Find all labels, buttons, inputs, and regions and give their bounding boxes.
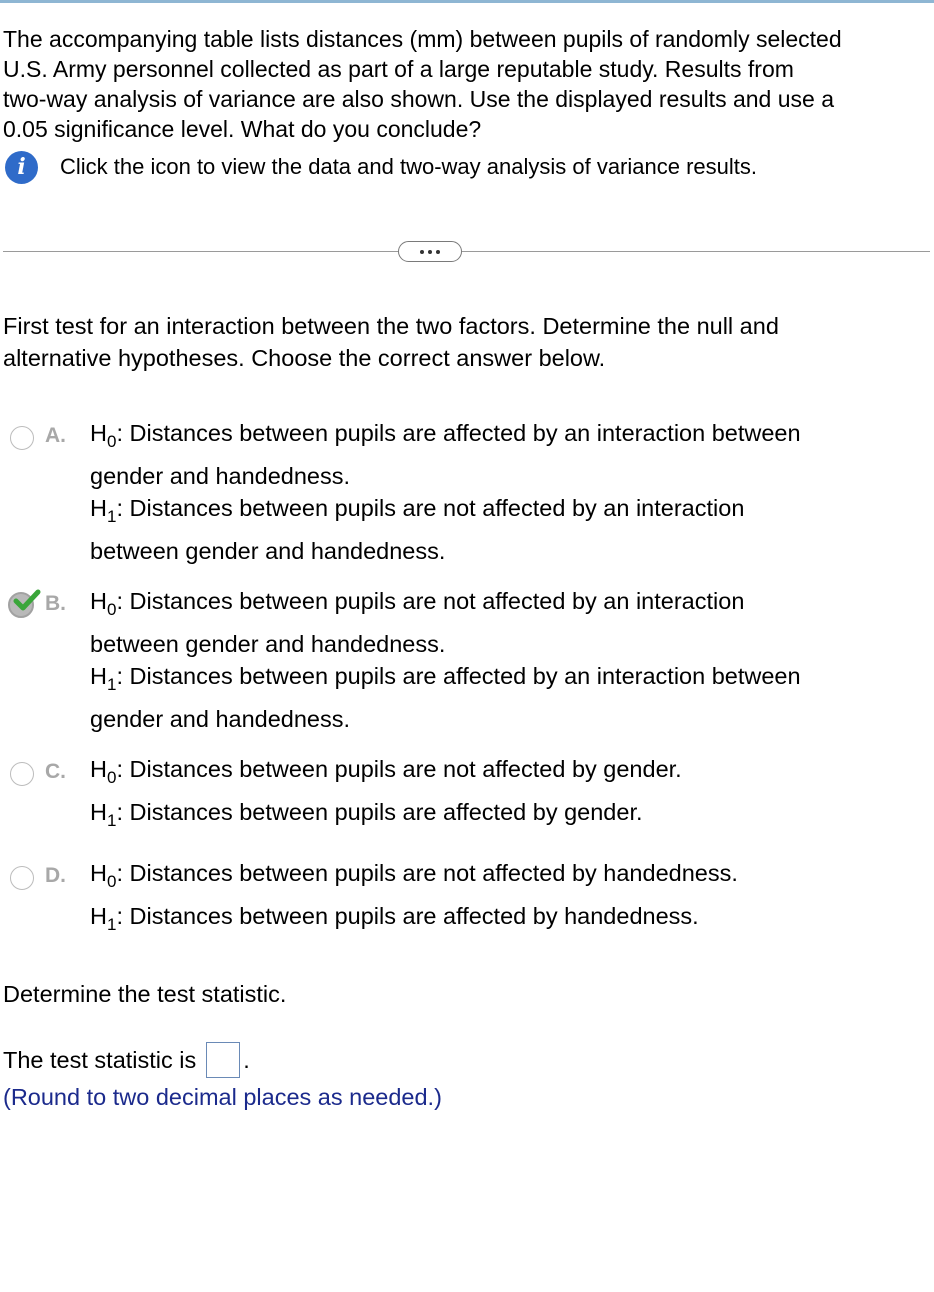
question-line: First test for an interaction between the two factors. Determine the null and bbox=[3, 313, 779, 339]
info-text: Click the icon to view the data and two-way analysis of variance results. bbox=[60, 154, 757, 179]
option-a-h1: Distances between pupils are not affected by an interaction bbox=[129, 495, 745, 521]
test-statistic-prompt: The test statistic is bbox=[3, 1046, 197, 1073]
intro-line: two-way analysis of variance are also shown. Use the displayed results and use a bbox=[3, 86, 834, 112]
intro-line: 0.05 significance level. What do you conclude? bbox=[3, 116, 482, 142]
checkmark-icon bbox=[13, 589, 41, 613]
problem-statement bbox=[3, 24, 903, 144]
intro-line: U.S. Army personnel collected as part of a large reputable study. Results from bbox=[3, 56, 794, 82]
question-prompt bbox=[3, 310, 903, 374]
option-letter: D. bbox=[45, 864, 66, 887]
option-letter: B. bbox=[45, 592, 66, 615]
test-statistic-heading: Determine the test statistic. bbox=[3, 981, 287, 1007]
top-rule bbox=[0, 0, 934, 3]
option-letter: C. bbox=[45, 760, 66, 783]
option-b-h1: Distances between pupils are affected by an interaction between bbox=[129, 663, 801, 689]
sentence-period: . bbox=[243, 1046, 250, 1073]
radio-option-d[interactable] bbox=[10, 866, 34, 890]
option-a-h1-cont: between gender and handedness. bbox=[90, 538, 446, 564]
section-divider bbox=[3, 251, 930, 252]
option-b-h1-cont: gender and handedness. bbox=[90, 706, 351, 732]
info-row bbox=[5, 150, 757, 184]
test-statistic-input[interactable] bbox=[206, 1042, 240, 1078]
option-a-h0-cont: gender and handedness. bbox=[90, 463, 351, 489]
radio-option-c[interactable] bbox=[10, 762, 34, 786]
option-d-h1: Distances between pupils are affected by handedness. bbox=[129, 903, 699, 929]
info-icon[interactable]: i bbox=[5, 151, 38, 184]
option-c-h1: Distances between pupils are affected by gender. bbox=[129, 799, 643, 825]
option-b-h0-cont: between gender and handedness. bbox=[90, 631, 446, 657]
radio-option-b-selected[interactable] bbox=[6, 589, 42, 619]
radio-option-a[interactable] bbox=[10, 426, 34, 450]
rounding-hint: (Round to two decimal places as needed.) bbox=[3, 1084, 442, 1110]
option-a-h0: Distances between pupils are affected by an interaction between bbox=[129, 420, 801, 446]
option-c-h0: Distances between pupils are not affected by gender. bbox=[129, 756, 682, 782]
option-d-h0: Distances between pupils are not affected by handedness. bbox=[129, 860, 738, 886]
question-line: alternative hypotheses. Choose the correct answer below. bbox=[3, 345, 606, 371]
intro-line: The accompanying table lists distances (mm) between pupils of randomly selected bbox=[3, 26, 842, 52]
test-statistic-row bbox=[3, 1040, 250, 1080]
option-letter: A. bbox=[45, 424, 66, 447]
option-b-h0: Distances between pupils are not affected by an interaction bbox=[129, 588, 745, 614]
more-horizontal-icon[interactable] bbox=[398, 241, 462, 262]
